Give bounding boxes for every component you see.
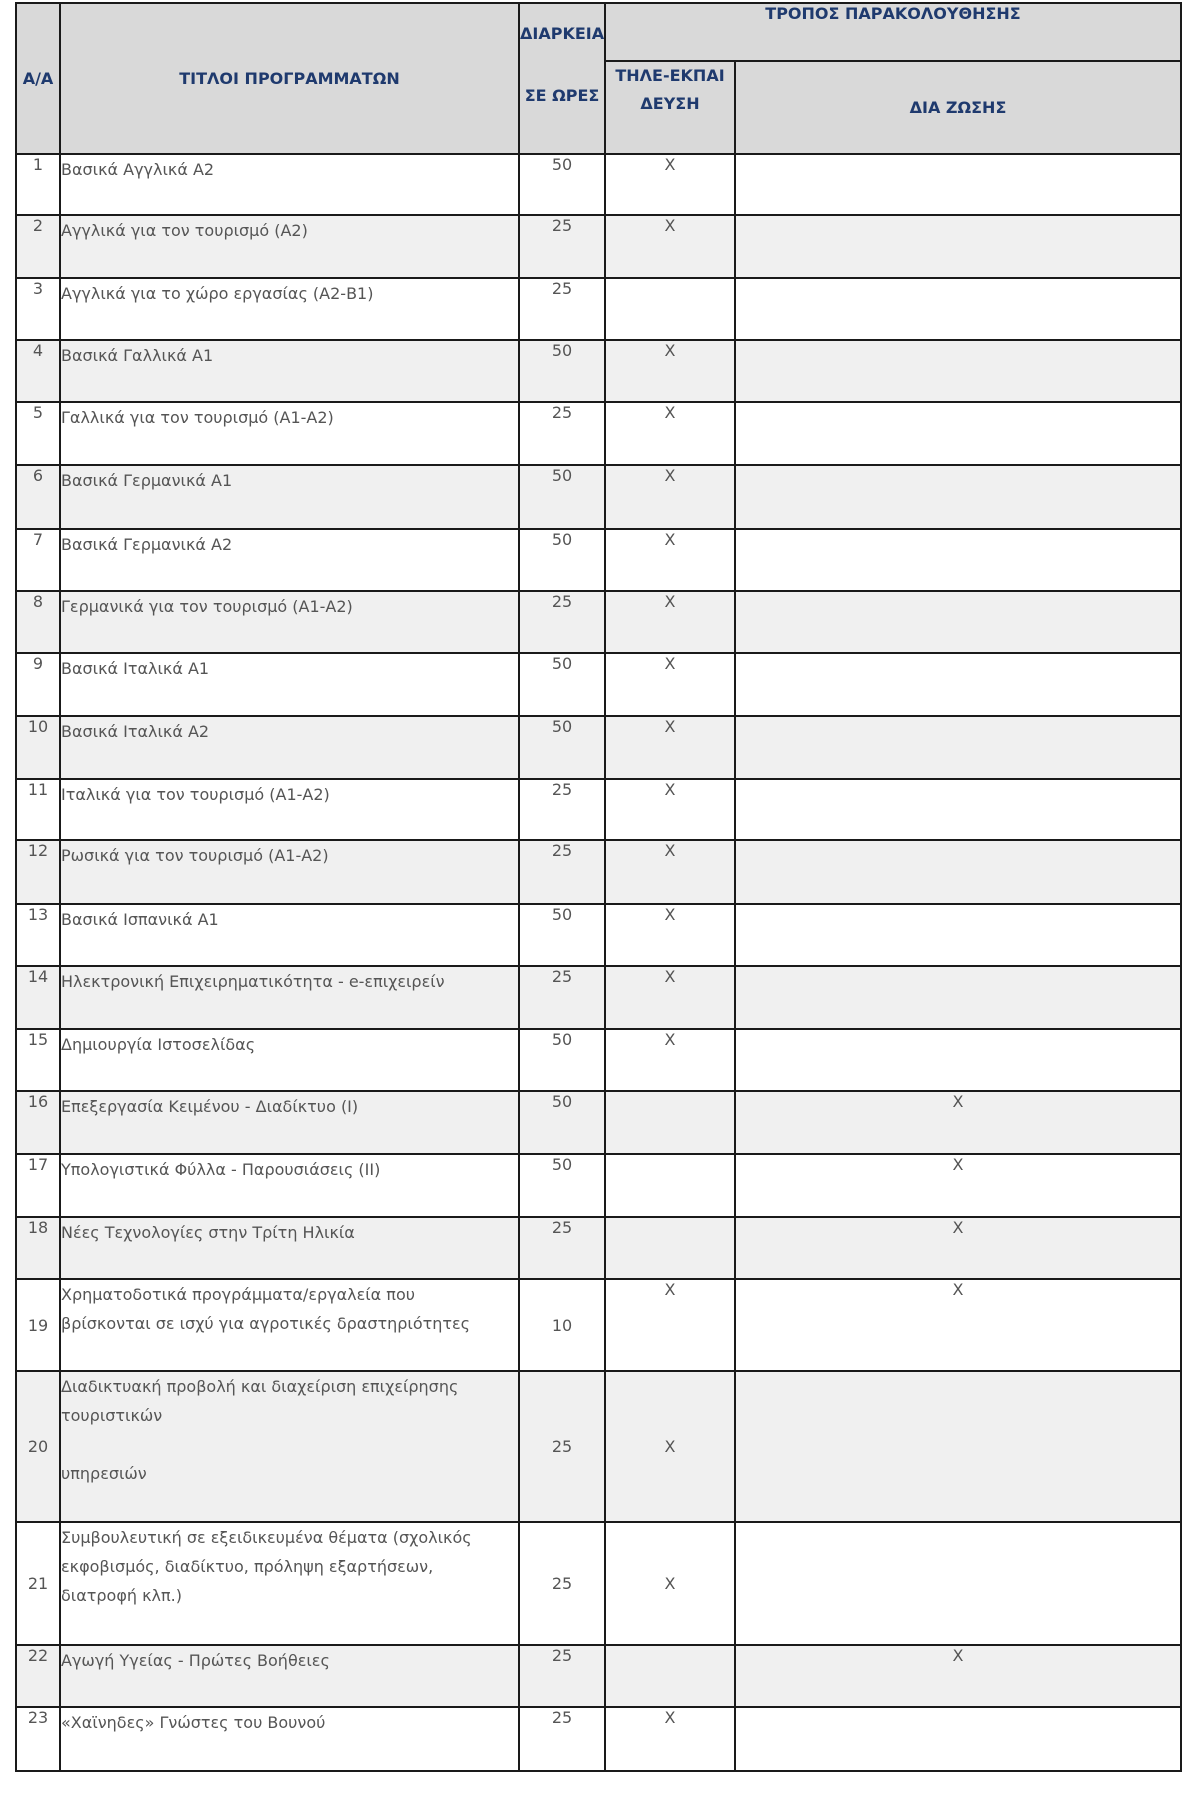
- live-mark: [735, 840, 1181, 904]
- row-number: 9: [16, 653, 60, 716]
- table-row: [16, 529, 1181, 591]
- table-row: [16, 1154, 1181, 1217]
- program-hours: 50: [519, 904, 605, 966]
- program-title: Συμβουλευτική σε εξειδικευμένα θέματα (σχολικός εκφοβισμός, διαδίκτυο, πρόληψη εξαρτήσεων, διατροφή κλπ.): [60, 1522, 519, 1645]
- table-row: [16, 1707, 1181, 1771]
- tele-mark: Χ: [605, 215, 735, 278]
- table-row: [16, 1091, 1181, 1154]
- row-number: 19: [16, 1279, 60, 1371]
- row-number: 22: [16, 1645, 60, 1707]
- live-mark: Χ: [735, 1279, 1181, 1371]
- tele-mark: Χ: [605, 904, 735, 966]
- table-row: [16, 402, 1181, 465]
- live-mark: Χ: [735, 1217, 1181, 1279]
- row-number: 1: [16, 154, 60, 215]
- program-title: Βασικά Αγγλικά Α2: [60, 154, 519, 215]
- live-mark: [735, 716, 1181, 779]
- program-hours: 25: [519, 966, 605, 1029]
- program-hours: 25: [519, 1645, 605, 1707]
- table-row: [16, 840, 1181, 904]
- program-hours: 50: [519, 1091, 605, 1154]
- program-title: Νέες Τεχνολογίες στην Τρίτη Ηλικία: [60, 1217, 519, 1279]
- live-mark: [735, 278, 1181, 340]
- program-hours: 25: [519, 215, 605, 278]
- table-row: [16, 1522, 1181, 1645]
- live-mark: [735, 529, 1181, 591]
- program-title: Χρηματοδοτικά προγράμματα/εργαλεία που βρίσκονται σε ισχύ για αγροτικές δραστηριότητες: [60, 1279, 519, 1371]
- row-number: 16: [16, 1091, 60, 1154]
- table-row: [16, 1029, 1181, 1091]
- table-row: [16, 340, 1181, 402]
- table-row: [16, 1371, 1181, 1522]
- row-number: 10: [16, 716, 60, 779]
- row-number: 6: [16, 465, 60, 529]
- live-mark: [735, 1029, 1181, 1091]
- program-hours: 25: [519, 779, 605, 840]
- program-title: Επεξεργασία Κειμένου - Διαδίκτυο (Ι): [60, 1091, 519, 1154]
- tele-mark: Χ: [605, 653, 735, 716]
- program-hours: 25: [519, 1707, 605, 1771]
- program-title: Υπολογιστικά Φύλλα - Παρουσιάσεις (ΙΙ): [60, 1154, 519, 1217]
- program-hours: 50: [519, 716, 605, 779]
- live-mark: [735, 591, 1181, 653]
- programs-table: [15, 2, 1182, 1772]
- program-hours: 25: [519, 840, 605, 904]
- program-hours: 25: [519, 278, 605, 340]
- program-title: Βασικά Ισπανικά Α1: [60, 904, 519, 966]
- tele-mark: Χ: [605, 966, 735, 1029]
- program-hours: 50: [519, 1154, 605, 1217]
- table-row: [16, 591, 1181, 653]
- header-duration-line2: ΣΕ ΩΡΕΣ: [524, 86, 600, 105]
- tele-mark: Χ: [605, 840, 735, 904]
- row-number: 15: [16, 1029, 60, 1091]
- table-body: [16, 154, 1181, 1771]
- row-number: 3: [16, 278, 60, 340]
- row-number: 4: [16, 340, 60, 402]
- program-title: Αγγλικά για τον τουρισμό (Α2): [60, 215, 519, 278]
- row-number: 12: [16, 840, 60, 904]
- live-mark: [735, 1707, 1181, 1771]
- program-hours: 50: [519, 529, 605, 591]
- row-number: 17: [16, 1154, 60, 1217]
- tele-mark: [605, 1645, 735, 1707]
- live-mark: [735, 779, 1181, 840]
- table-row: [16, 779, 1181, 840]
- live-mark: Χ: [735, 1645, 1181, 1707]
- program-title: Αγωγή Υγείας - Πρώτες Βοήθειες: [60, 1645, 519, 1707]
- program-hours: 50: [519, 154, 605, 215]
- live-mark: [735, 1522, 1181, 1645]
- live-mark: [735, 154, 1181, 215]
- program-hours: 25: [519, 1371, 605, 1522]
- program-hours: 25: [519, 402, 605, 465]
- program-title: Ρωσικά για τον τουρισμό (Α1-Α2): [60, 840, 519, 904]
- program-hours: 10: [519, 1279, 605, 1371]
- program-title: Βασικά Ιταλικά Α2: [60, 716, 519, 779]
- header-aa: Α/Α: [16, 3, 60, 154]
- tele-mark: [605, 1154, 735, 1217]
- tele-mark: Χ: [605, 340, 735, 402]
- live-mark: [735, 340, 1181, 402]
- program-title: Βασικά Γαλλικά Α1: [60, 340, 519, 402]
- row-number: 18: [16, 1217, 60, 1279]
- header-mode: ΤΡΟΠΟΣ ΠΑΡΑΚΟΛΟΥΘΗΣΗΣ: [605, 3, 1181, 61]
- program-title: Αγγλικά για το χώρο εργασίας (Α2-Β1): [60, 278, 519, 340]
- header-live: ΔΙΑ ΖΩΣΗΣ: [735, 61, 1181, 154]
- row-number: 7: [16, 529, 60, 591]
- live-mark: [735, 402, 1181, 465]
- live-mark: [735, 653, 1181, 716]
- program-title: Δημιουργία Ιστοσελίδας: [60, 1029, 519, 1091]
- program-title: Ηλεκτρονική Επιχειρηματικότητα - e-επιχειρείν: [60, 966, 519, 1029]
- header-titles: ΤΙΤΛΟΙ ΠΡΟΓΡΑΜΜΑΤΩΝ: [60, 3, 519, 154]
- live-mark: Χ: [735, 1091, 1181, 1154]
- header-duration-line1: ΔΙΑΡΚΕΙΑ: [520, 24, 605, 43]
- tele-mark: Χ: [605, 1522, 735, 1645]
- program-hours: 50: [519, 340, 605, 402]
- program-hours: 25: [519, 591, 605, 653]
- live-mark: [735, 1371, 1181, 1522]
- row-number: 21: [16, 1522, 60, 1645]
- row-number: 14: [16, 966, 60, 1029]
- tele-mark: Χ: [605, 402, 735, 465]
- program-hours: 25: [519, 1217, 605, 1279]
- row-number: 8: [16, 591, 60, 653]
- table-row: [16, 154, 1181, 215]
- program-title: «Χαϊνηδες» Γνώστες του Βουνού: [60, 1707, 519, 1771]
- table-row: [16, 215, 1181, 278]
- tele-mark: Χ: [605, 1279, 735, 1371]
- row-number: 2: [16, 215, 60, 278]
- tele-mark: Χ: [605, 779, 735, 840]
- program-title: Γαλλικά για τον τουρισμό (Α1-Α2): [60, 402, 519, 465]
- table-row: [16, 1279, 1181, 1371]
- live-mark: [735, 966, 1181, 1029]
- header-tele: ΤΗΛΕ-ΕΚΠΑΙ ΔΕΥΣΗ: [605, 61, 735, 154]
- table-row: [16, 904, 1181, 966]
- program-hours: 25: [519, 1522, 605, 1645]
- table-row: [16, 465, 1181, 529]
- table-row: [16, 966, 1181, 1029]
- table-row: [16, 716, 1181, 779]
- table-header: [16, 3, 1181, 154]
- live-mark: Χ: [735, 1154, 1181, 1217]
- tele-mark: [605, 1217, 735, 1279]
- live-mark: [735, 215, 1181, 278]
- live-mark: [735, 465, 1181, 529]
- program-hours: 50: [519, 465, 605, 529]
- table-row: [16, 653, 1181, 716]
- program-title: Ιταλικά για τον τουρισμό (Α1-Α2): [60, 779, 519, 840]
- tele-mark: [605, 1091, 735, 1154]
- table-row: [16, 278, 1181, 340]
- table-row: [16, 1217, 1181, 1279]
- tele-mark: [605, 278, 735, 340]
- tele-mark: Χ: [605, 591, 735, 653]
- row-number: 20: [16, 1371, 60, 1522]
- program-hours: 50: [519, 1029, 605, 1091]
- row-number: 23: [16, 1707, 60, 1771]
- tele-mark: Χ: [605, 1029, 735, 1091]
- program-hours: 50: [519, 653, 605, 716]
- tele-mark: Χ: [605, 1707, 735, 1771]
- header-duration: [519, 3, 605, 154]
- row-number: 5: [16, 402, 60, 465]
- live-mark: [735, 904, 1181, 966]
- program-title: Βασικά Γερμανικά Α2: [60, 529, 519, 591]
- tele-mark: Χ: [605, 465, 735, 529]
- row-number: 11: [16, 779, 60, 840]
- tele-mark: Χ: [605, 716, 735, 779]
- tele-mark: Χ: [605, 529, 735, 591]
- tele-mark: Χ: [605, 1371, 735, 1522]
- program-title: Βασικά Γερμανικά Α1: [60, 465, 519, 529]
- tele-mark: Χ: [605, 154, 735, 215]
- program-title: Βασικά Ιταλικά Α1: [60, 653, 519, 716]
- program-title: Γερμανικά για τον τουρισμό (Α1-Α2): [60, 591, 519, 653]
- program-title: Διαδικτυακή προβολή και διαχείριση επιχείρησης τουριστικών υπηρεσιών: [60, 1371, 519, 1522]
- row-number: 13: [16, 904, 60, 966]
- table-row: [16, 1645, 1181, 1707]
